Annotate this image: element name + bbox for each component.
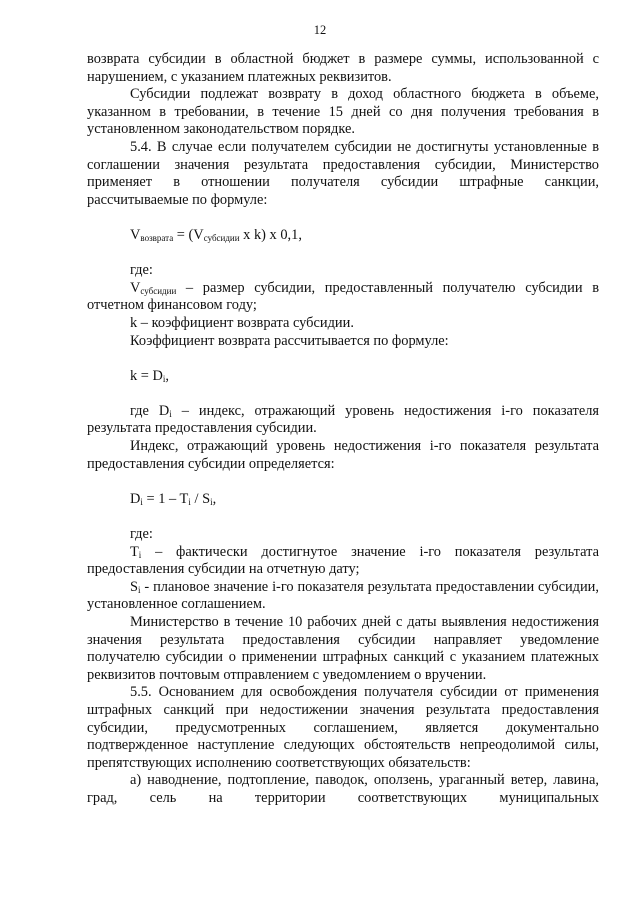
page-number: 12 bbox=[313, 23, 327, 37]
definition-s: $S_i$ - плановое значение i-го показателя результата предоставлении субсидии, установленное соглашением. bbox=[87, 578, 599, 613]
where-label-1: где: bbox=[130, 262, 153, 279]
index-intro: Индекс, отражающий уровень недостижения i-го показателя результата предоставления субсидии определяется: bbox=[87, 438, 599, 472]
formula-k: $k = D_i$, bbox=[130, 367, 170, 384]
paragraph-refund-deadline: Субсидии подлежат возврату в доход областного бюджета в объеме, указанном в требовании, в течение 15 дней со дня получения требования в установленном законодательством порядке. bbox=[87, 86, 599, 138]
paragraph-ministry-notice: Министерство в течение 10 рабочих дней с даты выявления недостижения значения результата предоставления субсидии направляет уведомление получателю субсидии о применении штрафных санкций с указанием платежных реквизитов почтовым отправлением с уведомлением о вручении. bbox=[87, 614, 599, 683]
paragraph-refund-continuation: возврата субсидии в областной бюджет в размере суммы, использованной с нарушением, с указанием платежных реквизитов. bbox=[87, 51, 599, 85]
document-body bbox=[87, 51, 599, 808]
paragraph-5-4: 5.4. В случае если получателем субсидии не достигнуты установленные в соглашении значения результата предоставления субсидии, Министерство применяет в отношении получателя субсидии штрафные санкции, рассчитываемые по формуле: bbox=[87, 138, 599, 208]
paragraph-force-majeure-a: а) наводнение, подтопление, паводок, оползень, ураганный ветер, лавина, град, сель на территории соответствующих муниципальных bbox=[87, 772, 599, 806]
definition-v-subsidy: $V_{субсидии}$ – размер субсидии, предоставленный получателю субсидии в отчетном финансовом году; bbox=[87, 279, 599, 314]
definition-t: $T_i$ – фактически достигнутое значение i-го показателя результата предоставления субсидии на отчетную дату; bbox=[87, 543, 599, 578]
where-label-2: где: bbox=[130, 526, 153, 543]
definition-k: k – коэффициент возврата субсидии. bbox=[130, 314, 354, 331]
formula-d-index: $D_i = 1 - T_i / S_i$, bbox=[130, 490, 217, 507]
formula-refund-amount: $V_{возврата} = (V_{субсидии}$ x k) x 0,1, bbox=[130, 226, 302, 243]
coefficient-intro: Коэффициент возврата рассчитывается по формуле: bbox=[130, 332, 449, 349]
definition-d-index: где $D_i$ – индекс, отражающий уровень недостижения i-го показателя результата предоставления субсидии. bbox=[87, 402, 600, 437]
paragraph-5-5: 5.5. Основанием для освобождения получателя субсидии от применения штрафных санкций при недостижении значения результата предоставления субсидии, предусмотренных соглашением, является документально подтвержденное наступление следующих обстоятельств непреодолимой силы, препятствующих исполнению соответствующих обязательств: bbox=[87, 684, 599, 771]
